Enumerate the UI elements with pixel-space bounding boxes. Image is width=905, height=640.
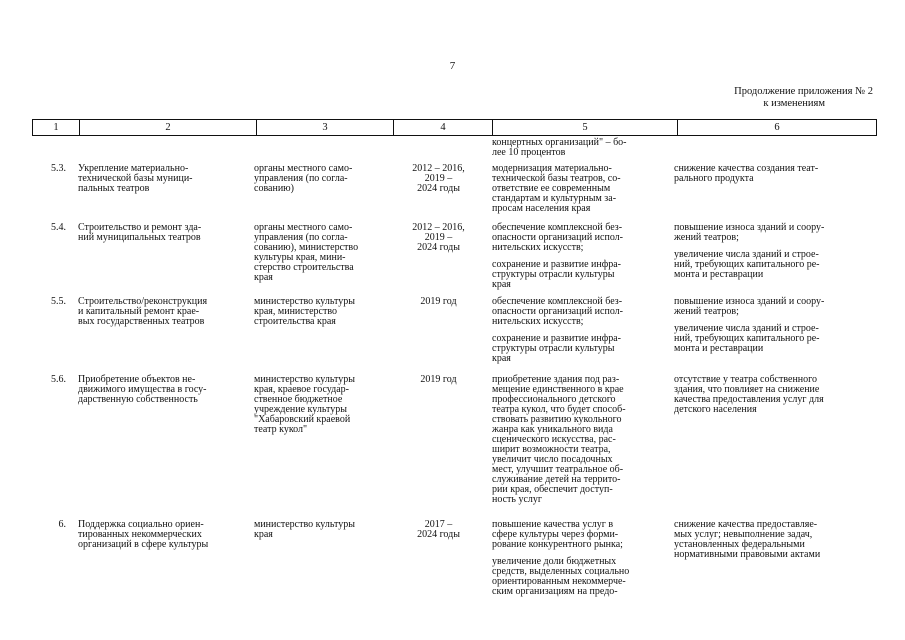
expected-results xyxy=(492,297,672,364)
row-number: 5.5. xyxy=(51,296,66,307)
header-cell-3: 3 xyxy=(257,120,394,136)
result-paragraph: увеличение доли бюджетных средств, выделенных социально ориентированным некоммерче- ским организациям на предо- xyxy=(492,556,630,597)
measure-name: Укрепление материально- технической базы муници- пальных театров xyxy=(78,163,193,194)
responsible-executor: министерство культуры края xyxy=(254,519,355,540)
row-number: 6. xyxy=(58,519,66,530)
result-paragraph: обеспечение комплексной без- опасности организаций испол- нительских искусств; xyxy=(492,222,624,253)
measure-name: Приобретение объектов не- движимого имущества в госу- дарственную собственность xyxy=(78,374,207,405)
measure-name: Поддержка социально ориен- тированных некоммерческих организаций в сфере культуры xyxy=(78,519,209,550)
result-paragraph: сохранение и развитие инфра- структуры отрасли культуры края xyxy=(492,259,621,290)
row-number: 5.6. xyxy=(51,374,66,385)
header-cell-6: 6 xyxy=(678,120,877,136)
expected-results xyxy=(492,375,672,505)
non-implementation-consequences xyxy=(674,520,874,560)
consequence-paragraph: снижение качества создания теат- рального продукта xyxy=(674,163,819,184)
non-implementation-consequences xyxy=(674,375,874,415)
page-number: 7 xyxy=(449,60,456,72)
implementation-period: 2012 – 2016, 2019 – 2024 годы xyxy=(412,222,465,253)
result-paragraph: обеспечение комплексной без- опасности организаций испол- нительских искусств; xyxy=(492,296,624,327)
annex-line-1: Продолжение приложения № 2 xyxy=(734,86,873,97)
consequence-paragraph: увеличение числа зданий и строе- ний, требующих капитального ре- монта и реставрации xyxy=(674,249,820,280)
non-implementation-consequences xyxy=(674,164,874,184)
header-cell-4: 4 xyxy=(394,120,493,136)
measure-name: Строительство и ремонт зда- ний муниципальных театров xyxy=(78,222,202,243)
carryover-text: концертных организаций" – бо- лее 10 процентов xyxy=(492,137,627,158)
row-number: 5.4. xyxy=(51,222,66,233)
expected-results xyxy=(492,520,672,597)
consequence-paragraph: увеличение числа зданий и строе- ний, требующих капитального ре- монта и реставрации xyxy=(674,323,820,354)
consequence-paragraph: повышение износа зданий и соору- жений театров; xyxy=(674,296,825,317)
consequence-paragraph: повышение износа зданий и соору- жений театров; xyxy=(674,222,825,243)
implementation-period: 2019 год xyxy=(420,374,457,385)
implementation-period: 2017 – 2024 годы xyxy=(417,519,460,540)
result-paragraph: приобретение здания под раз- мещение единственного в крае профессионального детского театра кукол, что будет способ- ствовать развитию кукольного жанра как уникального вида сценического искусства, рас- ширит возможности театра, увеличит число посадочных мест, улучшит театральное об- служивание детей на террито- рии края, обеспечит доступ- ность услуг xyxy=(492,374,626,505)
consequence-paragraph: отсутствие у театра собственного здания, что повлияет на снижение качества предоставления услуг для детского населения xyxy=(674,374,824,415)
header-cell-2: 2 xyxy=(80,120,257,136)
non-implementation-consequences xyxy=(674,223,874,280)
implementation-period: 2019 год xyxy=(420,296,457,307)
row-number: 5.3. xyxy=(51,163,66,174)
implementation-period: 2012 – 2016, 2019 – 2024 годы xyxy=(412,163,465,194)
measure-name: Строительство/реконструкция и капитальный ремонт крае- вых государственных театров xyxy=(78,296,208,327)
result-paragraph: повышение качества услуг в сфере культуры через форми- рование конкурентного рынка; xyxy=(492,519,623,550)
responsible-executor: органы местного само- управления (по согла- сованию) xyxy=(254,163,353,194)
header-cell-1: 1 xyxy=(33,120,80,136)
expected-results xyxy=(492,223,672,290)
column-number-header xyxy=(32,119,877,136)
result-paragraph: сохранение и развитие инфра- структуры отрасли культуры края xyxy=(492,333,621,364)
expected-results xyxy=(492,164,672,214)
header-cell-5: 5 xyxy=(493,120,678,136)
responsible-executor: министерство культуры края, краевое государ- ственное бюджетное учреждение культуры "Хабаровский краевой театр кукол" xyxy=(254,374,355,435)
annex-line-2: к изменениям xyxy=(763,98,825,109)
result-paragraph: модернизация материально- технической базы театров, со- ответствие ее современным стандартам и культурным за- просам населения края xyxy=(492,163,621,214)
non-implementation-consequences xyxy=(674,297,874,354)
responsible-executor: органы местного само- управления (по согла- сованию), министерство культуры края, мини- стерство строительства края xyxy=(254,222,359,283)
consequence-paragraph: снижение качества предоставляе- мых услуг; невыполнение задач, установленных федеральными нормативными правовыми актами xyxy=(674,519,821,560)
responsible-executor: министерство культуры края, министерство строительства края xyxy=(254,296,355,327)
annex-caption xyxy=(673,86,873,110)
